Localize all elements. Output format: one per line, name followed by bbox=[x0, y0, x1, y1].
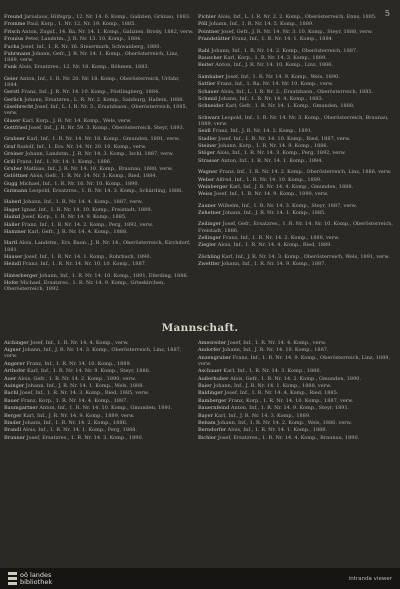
entry-name: Steiner bbox=[198, 142, 217, 149]
roster-entry bbox=[4, 97, 194, 103]
entry-name: Beham bbox=[198, 420, 216, 426]
entry-name: Aichinger bbox=[4, 340, 29, 346]
entry-name: Gerlich bbox=[4, 96, 23, 103]
entry-details: Karl, Gefr., J. R. Nr. 14. 4. Komp., 1888. bbox=[27, 229, 128, 236]
entry-name: Glaser bbox=[4, 117, 21, 124]
entry-name: Grabner bbox=[4, 136, 26, 143]
entry-details: Anton, Zugsf., 14. Ba. Nr. 14. 1. Komp., Galizien, Brody, 1882, verw. bbox=[21, 28, 194, 35]
entry-name: Grill bbox=[4, 158, 16, 165]
entry-name: Zehetner bbox=[198, 210, 222, 217]
roster-entry bbox=[4, 21, 194, 27]
roster-entry bbox=[4, 151, 194, 157]
entry-name: Samhaber bbox=[198, 73, 224, 80]
roster-entry bbox=[198, 191, 394, 197]
roster-entry bbox=[4, 222, 194, 228]
roster-entry bbox=[4, 340, 194, 346]
entry-details: Alois, Inf., 1. R. Nr. 14. 1. Komp., 1888. bbox=[227, 427, 328, 434]
upper-left-column bbox=[4, 14, 194, 294]
entry-details: Anton, Inf., 1. R. Nr. 14. 10. Komp., Gmunden, 1891. bbox=[39, 405, 173, 412]
upper-columns bbox=[4, 14, 394, 294]
roster-entry bbox=[198, 136, 394, 142]
entry-details: Josef, Inf., 1. R. Nr. 14. 3. Komp., Ried, 1885, verw. bbox=[19, 390, 149, 397]
entry-name: Weber bbox=[198, 176, 215, 183]
entry-name: Seidl bbox=[198, 128, 211, 135]
entry-details: Franz, Inf., 1. R. Nr. 14. 2. Komp., Perg, 1892, verw. bbox=[21, 221, 154, 228]
entry-name: Funk bbox=[4, 64, 17, 71]
entry-name: Andorfer bbox=[198, 347, 221, 354]
roster-entry bbox=[4, 405, 194, 411]
entry-name: Fronius bbox=[4, 36, 24, 43]
entry-details: Wilhelm, Inf., 1. R. Nr. 14. 3. Komp., Steyr, 1887, verw. bbox=[217, 202, 357, 209]
entry-name: Schmid bbox=[198, 95, 217, 102]
roster-entry bbox=[198, 368, 394, 374]
entry-name: Fuhrmann bbox=[4, 50, 31, 57]
entry-name: Fromme bbox=[4, 21, 26, 28]
entry-name: Hainzl bbox=[4, 214, 21, 221]
entry-details: Franz, Inf., J. R. Nr. 14. 10. Komp., Pöstlingberg, 1884. bbox=[21, 89, 160, 96]
entry-details: Josef, Gefr., J. R. Nr. 14. Nr. 3. 10. Komp., Steyr, 1888, verw. bbox=[221, 28, 373, 35]
logo-line-1: oö landes bbox=[20, 570, 52, 579]
entry-details: Johann, Landstm., J. R. Nr. 14. 3. Komp., Ischl, 1887, verw. bbox=[25, 151, 174, 158]
entry-details: Johann, Inf., 1. R. Nr. 14. 4. Komp., 1883. bbox=[218, 95, 324, 102]
logo-line-2: bibliothek bbox=[20, 577, 53, 586]
entry-name: Rauscher bbox=[198, 54, 223, 61]
entry-details: Alois, Inf., 1. R. Nr. 14. 1. Komp., Perg, 1888. bbox=[22, 427, 137, 434]
roster-entry bbox=[4, 347, 194, 359]
entry-details: Leopold, Inf., 1. R. Nr. 14. Nr. 3. Komp., Oberösterreich, Braunau, 1889, verw. bbox=[198, 114, 389, 127]
roster-entry bbox=[198, 184, 394, 190]
entry-name: Brunner bbox=[4, 434, 26, 441]
roster-entry bbox=[4, 361, 194, 367]
roster-entry bbox=[198, 405, 394, 411]
entry-name: Pointner bbox=[198, 28, 220, 35]
roster-entry bbox=[198, 235, 394, 241]
entry-details: Anton, Inf., 1. R. Nr. 14. 9. Komp., Steyr, 1891. bbox=[230, 405, 350, 412]
roster-entry bbox=[198, 221, 394, 233]
roster-entry bbox=[198, 355, 394, 367]
roster-entry bbox=[198, 96, 394, 102]
roster-entry bbox=[4, 14, 194, 20]
roster-entry bbox=[4, 125, 194, 131]
entry-name: Reiter bbox=[198, 62, 214, 69]
entry-name: Hammer bbox=[4, 229, 27, 236]
roster-entry bbox=[4, 280, 194, 292]
entry-name: Binder bbox=[4, 420, 22, 426]
roster-entry bbox=[4, 44, 194, 50]
entry-name: Gottfried bbox=[4, 124, 28, 131]
entry-details: Johann, Inf., J. R. Nr. 14. 10. Komp., 1887. bbox=[222, 347, 329, 354]
entry-details: Alois, Inf., 1. R. Nr. 14. 4. Komp., Ried, 1889. bbox=[217, 242, 332, 249]
upper-right-column bbox=[198, 14, 394, 294]
lower-columns bbox=[4, 340, 394, 442]
viewer-footer bbox=[0, 568, 400, 589]
entry-details: Johann, Inf., 1. R. Nr. 14. 2. Komp., Wels, 1886, verw. bbox=[217, 420, 352, 426]
entry-name: Gutmann bbox=[4, 188, 28, 195]
entry-details: Josef, Inf., L. I. R. Nr. 3., Ersatzbaon., Oberösterreich, 1885, verw. bbox=[4, 104, 188, 117]
roster-entry bbox=[4, 383, 194, 389]
roster-entry bbox=[198, 89, 394, 95]
entry-details: Karl, Inf., 1. R. Nr. 14. Nr. 18. Komp., Gmunden, 1891, verw. bbox=[26, 136, 180, 143]
entry-details: Alois, Gefr., 1. R. Nr. 14. 2. Komp., Gmunden, 1890. bbox=[230, 375, 362, 382]
entry-name: Anzengruber bbox=[198, 354, 232, 361]
entry-details: Alois, Ersatzres., 12. Nr. 18. Komp., Böhmen, 1883. bbox=[18, 64, 150, 71]
roster-entry bbox=[198, 81, 394, 87]
entry-name: Arthofer bbox=[4, 368, 26, 375]
roster-entry bbox=[4, 240, 194, 252]
entry-details: Josef, Inf., 1. R. Nr. 16. Steiermark, Schwanberg, 1880. bbox=[20, 43, 161, 50]
entry-name: Bichler bbox=[198, 434, 217, 441]
entry-details: Josef, Ersatzres., 1. R. Nr. 14. 3. Komp., 1890. bbox=[26, 434, 144, 441]
library-logo[interactable] bbox=[8, 572, 52, 586]
entry-details: Johann, Inf., 1. R. Nr. 14. 9. Komp., 1887. bbox=[221, 261, 326, 268]
lower-left-column bbox=[4, 340, 194, 442]
roster-entry bbox=[198, 55, 394, 61]
entry-name: Angerer bbox=[4, 360, 25, 367]
entry-details: Josef, Ersatzres., 1. R. Nr. 14. 4. Komp., Braunau, 1890. bbox=[217, 434, 360, 441]
entry-name: Auer bbox=[4, 375, 17, 382]
roster-entry bbox=[4, 29, 194, 35]
roster-entry bbox=[4, 254, 194, 260]
roster-entry bbox=[4, 64, 194, 70]
entry-name: Zöchling bbox=[198, 253, 221, 260]
entry-name: Auinger bbox=[4, 383, 25, 390]
entry-name: Heindl bbox=[4, 261, 21, 268]
entry-name: Frisch bbox=[4, 28, 21, 35]
entry-name: Schauer bbox=[198, 88, 219, 95]
entry-details: Josef, Inf., 1. R. Nr. 14. 9. Komp., 1890, verw. bbox=[214, 191, 329, 198]
roster-entry bbox=[198, 115, 394, 127]
entry-details: Josef, Inf., 1. R. Nr. 14. 4. Komp., verw. bbox=[227, 340, 327, 346]
entry-name: Zellinger bbox=[198, 234, 222, 241]
entry-details: Johann, Inf., 1. R. Nr. 14. 2. Komp., Oberösterreich, 1887. bbox=[211, 47, 358, 54]
entry-name: Schneider bbox=[198, 103, 224, 110]
entry-details: Anton, Inf., 1. R. Nr. 20. Nr. 18. Komp., Oberösterreich, Urfahr, 1884. bbox=[4, 75, 180, 88]
entry-details: Johann, Inf., 1. R. Nr. 14. 10. Komp., 1891, Eferding, 1886. bbox=[39, 272, 189, 279]
entry-details: Josef, Korp., 1. R. Nr. 14. 9. Komp., 1885. bbox=[22, 214, 127, 221]
entry-name: Baldinger bbox=[198, 390, 223, 397]
entry-name: Amesreiter bbox=[198, 340, 227, 346]
entry-details: Josef, Inf., 1. R. Nr. 14. 4. Komp., Ried, 1885. bbox=[224, 390, 339, 397]
entry-name: Hager bbox=[4, 206, 20, 213]
entry-details: Leopold, Ersatzres., 1. R. Nr. 14. 3. Komp., Schärding, 1888. bbox=[28, 188, 183, 195]
entry-name: Zeilinger bbox=[198, 221, 222, 228]
entry-name: Giselbrecht bbox=[4, 104, 34, 111]
entry-details: Johann, Inf., J. R. Nr. 14. 3. Komp., Oberösterreich, Linz, 1887, verw. bbox=[4, 347, 182, 360]
entry-details: Franz, Korp., 1. R. Nr. 14. 4. Komp., 1887. bbox=[20, 397, 128, 404]
roster-entry bbox=[198, 14, 394, 20]
entry-name: Rabl bbox=[198, 47, 210, 54]
entry-details: Alois, Inf., L. I. R. Nr. 2. 2. Komp., Oberösterreich, Enns, 1885. bbox=[217, 14, 377, 20]
entry-name: Gstöttner bbox=[4, 173, 29, 180]
roster-entry bbox=[198, 427, 394, 433]
entry-details: Karl, Inf., 1. R. Nr. 14. Nr. 9. Komp., Steyr, 1886. bbox=[27, 368, 151, 375]
lower-right-column bbox=[198, 340, 394, 442]
roster-entry bbox=[198, 254, 394, 260]
entry-name: Pichler bbox=[198, 14, 216, 20]
roster-entry bbox=[4, 214, 194, 220]
entry-name: Bayer bbox=[198, 412, 213, 419]
entry-details: Josef, Inf., J. R. Nr. 59. 3. Komp., Oberösterreich, Steyr, 1893. bbox=[28, 124, 185, 131]
entry-name: Freund bbox=[4, 14, 23, 20]
entry-name: Haberl bbox=[4, 199, 22, 206]
roster-entry bbox=[4, 188, 194, 194]
entry-details: Alfred, Inf., 1. R. Nr. 14. 10. Komp., 1889. bbox=[215, 176, 322, 183]
entry-name: Weinberger bbox=[198, 183, 228, 190]
entry-details: Alois, Inf., L. I. R. Nr. 2., Ersatzbaon., Oberösterreich, 1885. bbox=[220, 88, 374, 95]
roster-entry bbox=[198, 347, 394, 353]
entry-name: Stöger bbox=[198, 150, 215, 157]
entry-details: Ignaz, Inf., 1. R. Nr. 14. 10. Komp., Freistadt, 1889. bbox=[21, 206, 153, 213]
roster-entry bbox=[198, 383, 394, 389]
entry-details: Franz, Inf., J. R. Nr. 14. 2. Komp., 1891. bbox=[212, 128, 313, 135]
entry-details: Josef, Inf., 1. R. Nr. 14. 10. Komp., Ried, 1887, verw. bbox=[218, 135, 351, 142]
entry-name: Baier bbox=[198, 383, 212, 390]
entry-details: Michael, Inf., 1. R. Nr. 16. Nr. 10. Komp., 1890. bbox=[19, 180, 140, 187]
roster-entry bbox=[198, 376, 394, 382]
roster-entry bbox=[4, 368, 194, 374]
roster-entry bbox=[4, 173, 194, 179]
library-logo-icon bbox=[8, 572, 17, 585]
roster-entry bbox=[198, 62, 394, 68]
roster-entry bbox=[4, 413, 194, 419]
roster-entry bbox=[198, 203, 394, 209]
entry-details: Franz, Inf., 1. Ba. Nr. 14. Nr. 10. Komp., verw. bbox=[216, 81, 334, 88]
roster-entry bbox=[4, 36, 194, 42]
roster-entry bbox=[198, 150, 394, 156]
entry-name: Hauser bbox=[4, 253, 23, 260]
entry-details: Anton, Inf., J. R. Nr. 14. 10. Komp., Linz, 1886. bbox=[215, 62, 333, 69]
entry-details: Josef, Inf., 1. R. Nr. 14. 1. Komp., Rohrbach, 1890. bbox=[24, 253, 152, 260]
roster-entry bbox=[198, 158, 394, 164]
roster-entry bbox=[4, 181, 194, 187]
roster-entry bbox=[4, 261, 194, 267]
roster-entry bbox=[198, 242, 394, 248]
entry-details: Karl, Gefr., 1. R. Nr. 14. 1. Komp., Gmunden, 1888. bbox=[225, 103, 355, 110]
entry-name: Bamberger bbox=[198, 397, 227, 404]
entry-name: Weiss bbox=[198, 191, 213, 198]
entry-details: Josef, Inf., 1. R. Nr. 14. 4. Komp., verw. bbox=[30, 340, 129, 346]
entry-name: Graf bbox=[4, 143, 16, 150]
entry-name: Schwarz bbox=[198, 114, 220, 121]
entry-details: Johann, Inf., 1. R. Nr. 14. 2. Komp., 1886. bbox=[22, 420, 128, 426]
entry-details: Franz, Inf., 1. R. Nr. 14. 10. Komp., 1889. bbox=[26, 360, 132, 367]
entry-details: Michael, Ersatzres., 1. R. Nr. 14. 9. Komp., Grieskirchen, Oberösterreich, 1892. bbox=[4, 280, 165, 293]
roster-entry bbox=[4, 229, 194, 235]
roster-entry bbox=[4, 118, 194, 124]
entry-details: Karl, Korp., 1. R. Nr. 14. 3. Komp., 1889. bbox=[223, 54, 327, 61]
entry-name: Hinterberger bbox=[4, 272, 38, 279]
entry-details: Johann, Ersatzres., L. R. Nr. 2. Komp., Salzburg, Hallein, 1888. bbox=[24, 96, 185, 103]
roster-entry bbox=[4, 390, 194, 396]
entry-details: Rudolf, Inf., 1. Ers. Nr. 14. Nr. 20. 10. Komp., verw. bbox=[16, 143, 147, 150]
viewer-label[interactable]: intranda viewer bbox=[348, 575, 392, 582]
roster-entry bbox=[4, 89, 194, 95]
page-number: 5 bbox=[384, 9, 390, 18]
entry-name: Strasser bbox=[198, 157, 220, 164]
roster-entry bbox=[4, 104, 194, 116]
entry-details: Anton, Inf., 1. R. Nr. 14. 1. Komp., 1884. bbox=[220, 157, 324, 164]
roster-entry bbox=[198, 435, 394, 441]
entry-name: Prandstätter bbox=[198, 36, 231, 43]
entry-details: Alois, Inf., 1. R. Nr. 14. 3. Komp., Perg, 1892, verw. bbox=[216, 150, 346, 157]
entry-details: Paul, Korp., 1. Nr. 12. Nr. 19. Komp., 1885. bbox=[26, 21, 136, 28]
roster-entry bbox=[4, 159, 194, 165]
roster-entry bbox=[4, 435, 194, 441]
entry-name: Berger bbox=[4, 412, 22, 419]
entry-details: Franz, Inf., 1. R. Nr. 14. 1. Komp., 1884. bbox=[231, 36, 334, 43]
entry-details: Johann, Inf., J. R. Nr. 14. 1. Komp., 1885. bbox=[222, 210, 326, 217]
roster-entry bbox=[4, 376, 194, 382]
roster-entry bbox=[4, 76, 194, 88]
entry-details: Franz, Inf., 1. R. Nr. 14. 2. Komp., 1888, verw. bbox=[222, 234, 340, 241]
entry-name: Greiner bbox=[4, 151, 24, 158]
roster-entry bbox=[198, 103, 394, 109]
roster-entry bbox=[198, 36, 394, 42]
entry-name: Aschauer bbox=[198, 368, 222, 375]
entry-details: Josef, Inf., 1. R. Nr. 14. 9. Komp., Wels, 1890. bbox=[225, 73, 340, 80]
entry-name: Fuchs bbox=[4, 43, 20, 50]
entry-details: Alois, Gefr., 1. R. Nr. 14. 2. Komp., 1890, verw. bbox=[17, 375, 137, 382]
entry-details: Johann, Gefr., J. R. Nr. 14. 1. Komp., Oberösterreich, Linz, 1889, verw. bbox=[4, 50, 179, 64]
roster-entry bbox=[198, 128, 394, 134]
entry-details: Karl, Inf., J. R. Nr. 14. 3. Komp., 1889. bbox=[214, 412, 311, 419]
entry-details: Franz, Korp., 1. R. Nr. 14. 10. Komp., 1887, verw. bbox=[228, 397, 354, 404]
roster-entry bbox=[4, 136, 194, 142]
entry-details: Karl, Inf., J. R. Nr. 14. 3. Komp., Oberösterreich, Wels, 1891, verw. bbox=[221, 253, 390, 260]
entry-details: Franz, Inf., 1. Nr. 14. 1. Komp., 1886. bbox=[16, 158, 112, 165]
entry-name: Sattler bbox=[198, 81, 216, 88]
roster-entry bbox=[4, 144, 194, 150]
entry-details: Karl, Korp., J. R. Nr. 14. Komp., Wels, verw. bbox=[22, 117, 132, 124]
entry-details: Franz, Inf., 1. R. Nr. 14. 2. Komp., Oberösterreich, Linz, 1886, verw. bbox=[219, 169, 392, 176]
entry-details: Johann, Inf., 1. R. Nr. 14. 5. Komp., 1889. bbox=[208, 21, 314, 28]
entry-name: Gruber bbox=[4, 165, 23, 172]
roster-entry bbox=[198, 177, 394, 183]
entry-name: Geier bbox=[4, 75, 18, 82]
roster-entry bbox=[4, 51, 194, 63]
roster-entry bbox=[4, 166, 194, 172]
entry-name: Aigner bbox=[4, 347, 21, 354]
entry-name: Zauner bbox=[198, 202, 217, 209]
roster-entry bbox=[4, 420, 194, 426]
entry-name: Ziegler bbox=[198, 242, 217, 249]
roster-entry bbox=[198, 210, 394, 216]
roster-entry bbox=[198, 413, 394, 419]
entry-name: Außerhuber bbox=[198, 375, 229, 382]
roster-entry bbox=[4, 398, 194, 404]
entry-details: Franz, Inf., 1. R. Nr. 14. 9. Komp., Oberösterreich, Linz, 1889, verw. bbox=[198, 354, 391, 367]
entry-details: Alois, Gefr., 1. R. Nr. 14. Nr. 3. Komp., Ried, 1884. bbox=[29, 173, 158, 180]
entry-details: Karl, Inf., J. R. Nr. 14. 4. Komp., Gmunden, 1888. bbox=[229, 183, 354, 190]
roster-entry bbox=[4, 273, 194, 279]
entry-details: Peter, Landstm., J. R. Nr. 13. 10. Komp., 1884. bbox=[25, 36, 142, 43]
entry-details: Johann, Inf., J. R. Nr. 14. 1. Komp., Wels, 1888. bbox=[25, 383, 144, 390]
entry-name: Baumgartner bbox=[4, 405, 38, 412]
entry-name: Pöll bbox=[198, 21, 208, 28]
entry-name: Gugg bbox=[4, 180, 18, 187]
entry-name: Bauernfeind bbox=[198, 405, 230, 412]
entry-details: Jaroslaus, Hilfsgrp., 12. Nr. 14. 6. Komp., Galizien, Grünau, 1883. bbox=[24, 14, 191, 20]
entry-name: Hofer bbox=[4, 280, 19, 287]
roster-entry bbox=[198, 420, 394, 426]
entry-details: Karl, Inf., 1. R. Nr. 14. 3. Komp., 1886. bbox=[223, 368, 322, 375]
roster-entry bbox=[198, 21, 394, 27]
entry-details: Josef, Gefr., Ersatzres., 1. R. Nr. 14. Nr. 10. Komp., Oberösterreich, Freistadt, 1886. bbox=[198, 221, 393, 234]
entry-details: Franz, Inf., 1. R. Nr. 14. Nr. 10. 10. Komp., 1887. bbox=[22, 261, 147, 268]
roster-entry bbox=[198, 340, 394, 346]
entry-details: Johann, Inf., 1. R. Nr. 14. 4. Komp., 1887, verw. bbox=[23, 199, 143, 206]
entry-name: Haller bbox=[4, 221, 20, 228]
roster-entry bbox=[4, 427, 194, 433]
entry-details: Karl, Inf., J. R. Nr. 14. 9. Komp., 1889, verw. bbox=[23, 412, 135, 419]
entry-name: Zwettler bbox=[198, 261, 220, 268]
entry-name: Hartl bbox=[4, 240, 18, 247]
entry-name: Berndorfer bbox=[198, 427, 227, 434]
roster-entry bbox=[4, 207, 194, 213]
entry-details: Johann, Inf., J. R. Nr. 14. 1. Komp., 1888, verw. bbox=[213, 383, 332, 390]
roster-entry bbox=[198, 74, 394, 80]
roster-entry bbox=[198, 398, 394, 404]
entry-details: Mathias, Inf., J. R. Nr. 14. 10. Komp., Braunau, 1888, verw. bbox=[23, 165, 173, 172]
entry-name: Stadler bbox=[198, 135, 217, 142]
roster-entry bbox=[198, 48, 394, 54]
entry-name: Bachl bbox=[4, 390, 19, 397]
entry-name: Bauer bbox=[4, 397, 20, 404]
roster-entry bbox=[4, 199, 194, 205]
entry-details: Alois, Landstm., Ers. Baon., J. R. Nr. 14., Oberösterreich, Kirchdorf, 1881. bbox=[4, 240, 191, 253]
roster-entry bbox=[198, 29, 394, 35]
section-heading: Mannschaft. bbox=[161, 322, 239, 334]
entry-details: Johann, Korp., 1. R. Nr. 14. 9. Komp., 1886. bbox=[218, 142, 329, 149]
entry-name: Gerstl bbox=[4, 89, 20, 96]
entry-name: Brandl bbox=[4, 427, 22, 434]
entry-name: Wagner bbox=[198, 169, 218, 176]
roster-entry bbox=[198, 169, 394, 175]
roster-entry bbox=[198, 261, 394, 267]
roster-entry bbox=[198, 143, 394, 149]
roster-entry bbox=[198, 390, 394, 396]
